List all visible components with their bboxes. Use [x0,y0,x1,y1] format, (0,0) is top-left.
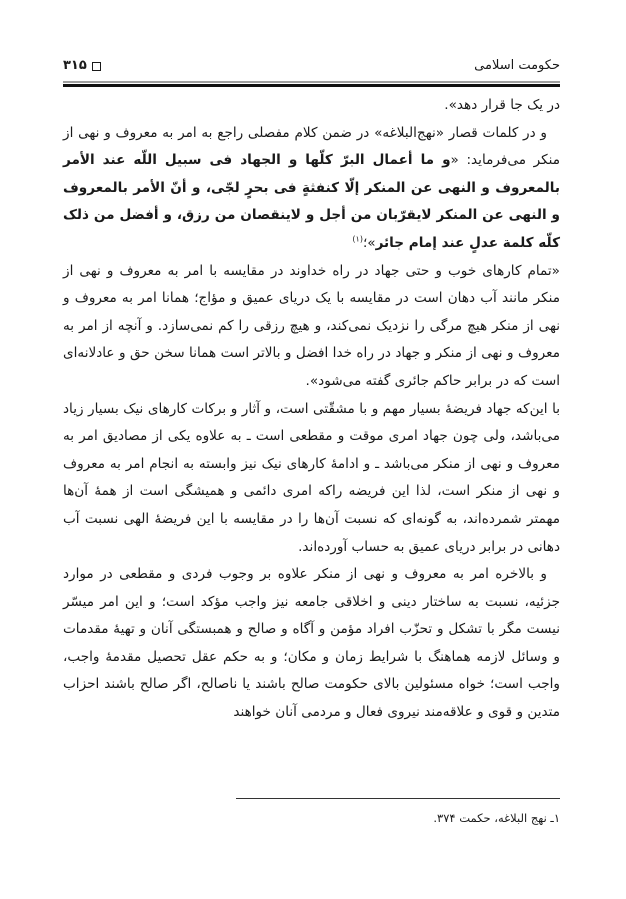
page-number-block [63,56,101,76]
header-rule-thick [63,84,560,87]
running-title: حکومت اسلامی [474,58,560,73]
paragraph-2-intro: و در کلمات قصار «نهج‌البلاغه» در ضمن کلام مفصلی راجع به امر به معروف و نهی از منکر می‌فرماید: « [63,124,560,169]
quote-end: »؛ [362,234,376,251]
paragraph-2 [63,120,560,258]
page-number: ۳۱۵ [63,58,87,73]
square-icon [92,62,101,71]
arabic-quote: و ما أعمال البرّ کلّها و الجهاد فی سبیل اللّه عند الأمر بالمعروف و النهی عن المنکر إلّا کنفثةٍ فی بحرٍ لجّی، و أنّ الأمر بالمعروف و النهی عن المنکر لایقرّبان من أجل و لاینقصان من رزق، و أفضل من ذلک کلّه کلمة عدلٍ عند إمام جائر [63,152,560,251]
page-header [63,56,560,78]
body-text [63,92,560,727]
footnote-rule [236,798,560,799]
footnote-ref-1[interactable]: (۱) [352,234,363,244]
footnote-1: ۱ـ نهج البلاغه، حکمت ۳۷۴. [433,811,560,825]
paragraph-1: در یک جا قرار دهد». [444,97,560,113]
paragraph-4: با این‌که جهاد فریضهٔ بسیار مهم و با مشقّتی است، و آثار و برکات کارهای نیک بسیار زیاد می‌باشد، ولی چون جهاد امری موقت و مقطعی است ـ به علاوه یکی از مصادیق امر به معروف و نهی از منکر می‌باشد ـ و ادامهٔ کارهای نیک نیز وابسته به انجام امر به معروف و نهی از منکر است، لذا این فریضه راکه امری دائمی و همیشگی است از همهٔ آن‌ها مهمتر شمرده‌اند، به گونه‌ای که نسبت آن‌ها را در مقایسه با این فریضهٔ الهی نسبت آب دهانی در برابر دریای عمیق به حساب آورده‌اند. [63,400,560,555]
header-rule-thin [63,81,560,83]
paragraph-5: و بالاخره امر به معروف و نهی از منکر علاوه بر وجوب فردی و مقطعی در موارد جزئیه، نسبت به ساختار دینی و اخلاقی جامعه نیز واجب مؤکد است؛ و این امر میسّر نیست مگر با تشکل و تحزّب افراد مؤمن و آگاه و صالح و همبستگی آنان و تهیهٔ مقدمات و وسائل لازمه هماهنگ با شرایط زمان و مکان؛ و به حکم عقل تحصیل مقدمهٔ واجب، واجب است؛ خواه مسئولین بالای حکومت صالح باشند یا ناصالح، اگر صالح باشند احزاب متدین و قوی و علاقه‌مند نیروی فعال و مردمی آنان خواهند [63,566,560,721]
paragraph-3: «تمام کارهای خوب و حتی جهاد در راه خداوند در مقایسه با امر به معروف و نهی از منکر مانند آب دهان است در مقایسه با یک دریای عمیق و مؤاج؛ همانا امر به معروف و نهی از منکر هیچ مرگی را نزدیک نمی‌کند، و هیچ رزقی را کم نمی‌سازد. و آنچه از امر به معروف و نهی از منکر و جهاد در راه خدا افضل و بالاتر است همانا سخن حق و عادلانه‌ای است که در برابر حاکم جائری گفته می‌شود». [63,262,560,389]
